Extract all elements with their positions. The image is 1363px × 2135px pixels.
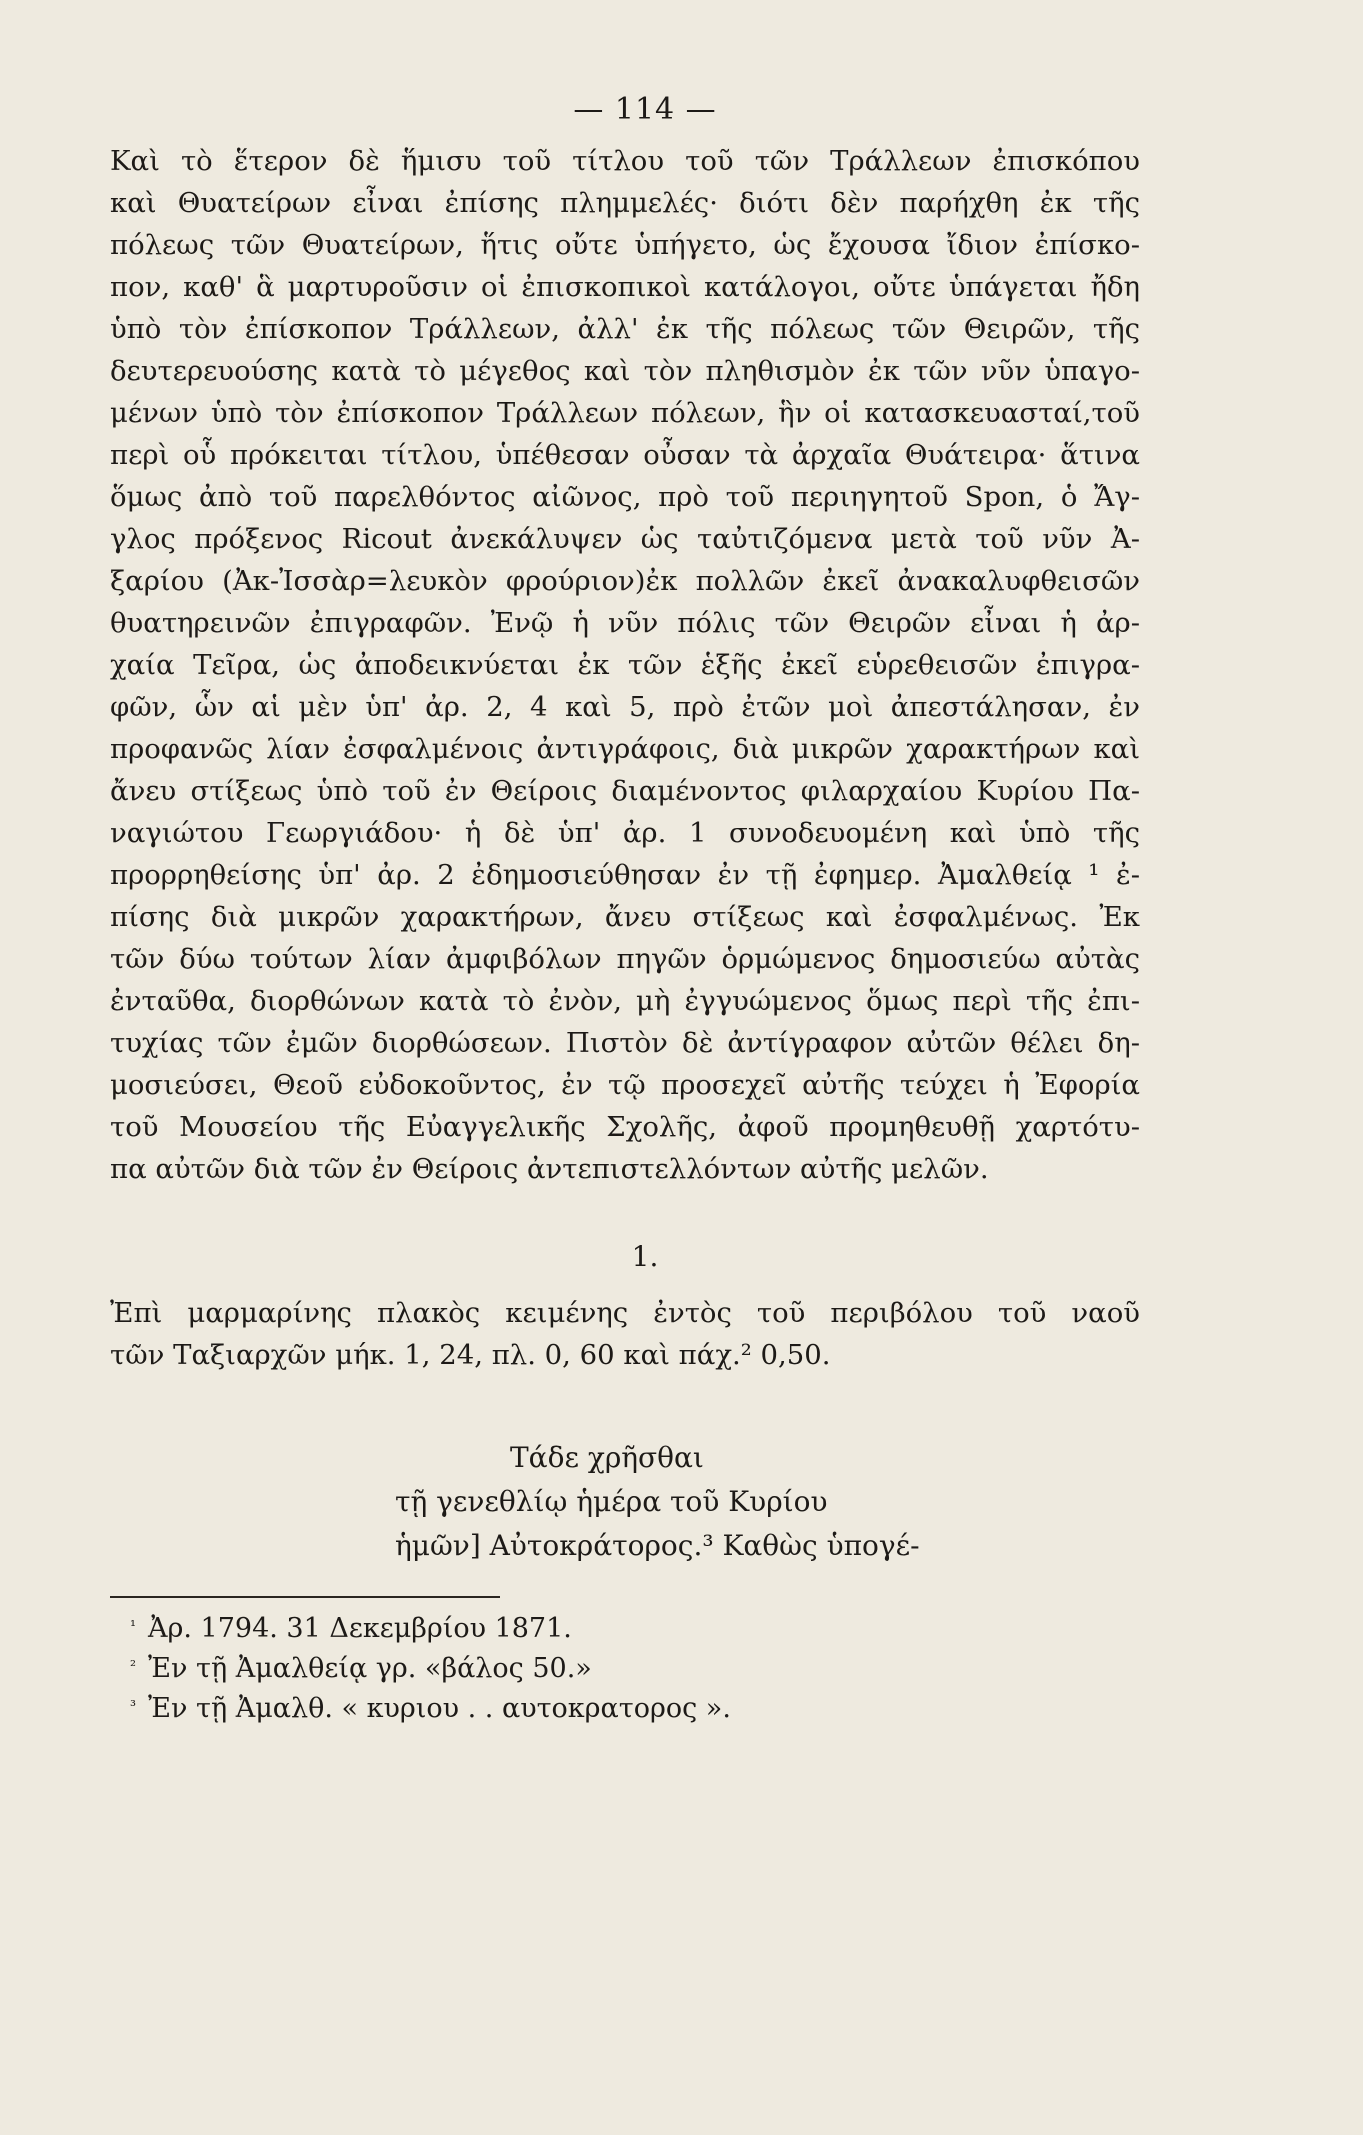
text-line: τοῦ Μουσείου τῆς Εὐαγγελικῆς Σχολῆς, ἀφοῦ προμηθευθῇ χαρτότυ- [110,1111,1140,1143]
inscription-line: Τάδε χρῆσθαι [510,1441,704,1474]
text-line: πον, καθ' ἃ μαρτυροῦσιν οἱ ἐπισκοπικοὶ κατάλογοι, οὔτε ὑπάγεται ἤδη [110,271,1140,303]
text-line: μοσιεύσει, Θεοῦ εὐδοκοῦντος, ἐν τῷ προσεχεῖ αὐτῆς τεύχει ἡ Ἐφορία [110,1069,1140,1101]
text-line: θυατηρεινῶν ἐπιγραφῶν. Ἐνῷ ἡ νῦν πόλις τῶν Θειρῶν εἶναι ἡ ἀρ- [110,607,1140,639]
inscription-line: ἡμῶν] Αὐτοκράτορος.³ Καθὼς ὑπογέ- [395,1529,920,1562]
text-line: ναγιώτου Γεωργιάδου· ἡ δὲ ὑπ' ἀρ. 1 συνοδευομένη καὶ ὑπὸ τῆς [110,817,1140,849]
text-line: ξαρίου (Ἀκ-Ἰσσὰρ=λευκὸν φρούριον)ἐκ πολλῶν ἐκεῖ ἀνακαλυφθεισῶν [110,565,1140,597]
footnote-mark: ² [130,1657,137,1675]
footnote-text: Ἀρ. 1794. 31 Δεκεμβρίου 1871. [148,1613,572,1644]
inscription-line: τῇ γενεθλίῳ ἡμέρα τοῦ Κυρίου [395,1485,828,1518]
text-line: Καὶ τὸ ἕτερον δὲ ἥμισυ τοῦ τίτλου τοῦ τῶν Τράλλεων ἐπισκόπου [110,145,1140,177]
page-content [110,80,1140,1726]
footnote [110,1686,1140,1726]
text-line: ὑπὸ τὸν ἐπίσκοπον Τράλλεων, ἀλλ' ἐκ τῆς πόλεως τῶν Θειρῶν, τῆς [110,313,1140,345]
text-line: χαία Τεῖρα, ὡς ἀποδεικνύεται ἐκ τῶν ἑξῆς ἐκεῖ εὑρεθεισῶν ἐπιγρα- [110,649,1140,681]
text-line: καὶ Θυατείρων εἶναι ἐπίσης πλημμελές· διότι δὲν παρήχθη ἐκ τῆς [110,187,1140,219]
footnote [110,1606,1140,1646]
text-line: γλος πρόξενος Ricout ἀνεκάλυψεν ὡς ταὐτιζόμενα μετὰ τοῦ νῦν Ἀ- [110,523,1140,555]
text-line: ὅμως ἀπὸ τοῦ παρελθόντος αἰῶνος, πρὸ τοῦ περιηγητοῦ Spon, ὁ Ἄγ- [110,481,1140,513]
text-line: ἐνταῦθα, διορθώνων κατὰ τὸ ἐνὸν, μὴ ἐγγυώμενος ὅμως περὶ τῆς ἐπι- [110,985,1140,1017]
text-line: ἄνευ στίξεως ὑπὸ τοῦ ἐν Θείροις διαμένοντος φιλαρχαίου Κυρίου Πα- [110,775,1140,807]
text-line: Ἐπὶ μαρμαρίνης πλακὸς κειμένης ἐντὸς τοῦ περιβόλου τοῦ ναοῦ [110,1297,1140,1329]
section-number: 1. [631,1240,659,1273]
inscription-text [110,1436,1140,1568]
text-line: πίσης διὰ μικρῶν χαρακτήρων, ἄνευ στίξεως καὶ ἐσφαλμένως. Ἐκ [110,901,1140,933]
text-line: τυχίας τῶν ἐμῶν διορθώσεων. Πιστὸν δὲ ἀντίγραφον αὐτῶν θέλει δη- [110,1027,1140,1059]
text-line: δευτερευούσης κατὰ τὸ μέγεθος καὶ τὸν πληθισμὸν ἐκ τῶν νῦν ὑπαγο- [110,355,1140,387]
text-line: προφανῶς λίαν ἐσφαλμένοις ἀντιγράφοις, διὰ μικρῶν χαρακτήρων καὶ [110,733,1140,765]
text-line: προρρηθείσης ὑπ' ἀρ. 2 ἐδημοσιεύθησαν ἐν τῇ ἐφημερ. Ἀμαλθείᾳ ¹ ἐ- [110,859,1140,891]
text-line: πα αὐτῶν διὰ τῶν ἐν Θείροις ἀντεπιστελλόντων αὐτῆς μελῶν. [110,1153,989,1185]
text-line: τῶν Ταξιαρχῶν μήκ. 1, 24, πλ. 0, 60 καὶ πάχ.² 0,50. [110,1339,831,1371]
text-line: τῶν δύω τούτων λίαν ἀμφιβόλων πηγῶν ὁρμώμενος δημοσιεύω αὐτὰς [110,943,1140,975]
section-description [110,1292,1140,1376]
footnotes [110,1606,1140,1726]
text-line: μένων ὑπὸ τὸν ἐπίσκοπον Τράλλεων πόλεων, ἣν οἱ κατασκευασταί,τοῦ [110,397,1140,429]
text-line: πόλεως τῶν Θυατείρων, ἥτις οὔτε ὑπήγετο, ὡς ἔχουσα ἴδιον ἐπίσκο- [110,229,1140,261]
footnote-text: Ἐν τῇ Ἀμαλθ. « κυριου . . αυτοκρατορος ». [148,1693,731,1724]
footnote-divider [110,1596,500,1598]
main-paragraph [110,140,1140,1190]
footnote-text: Ἐν τῇ Ἀμαλθείᾳ γρ. «βάλος 50.» [148,1653,592,1684]
text-line: φῶν, ὧν αἱ μὲν ὑπ' ἀρ. 2, 4 καὶ 5, πρὸ ἐτῶν μοὶ ἀπεστάλησαν, ἐν [110,691,1140,723]
footnote-mark: ³ [130,1697,137,1715]
page-number: — 114 — [573,92,717,127]
footnote [110,1646,1140,1686]
text-line: περὶ οὗ πρόκειται τίτλου, ὑπέθεσαν οὖσαν τὰ ἀρχαῖα Θυάτειρα· ἅτινα [110,439,1140,471]
footnote-mark: ¹ [130,1617,137,1635]
